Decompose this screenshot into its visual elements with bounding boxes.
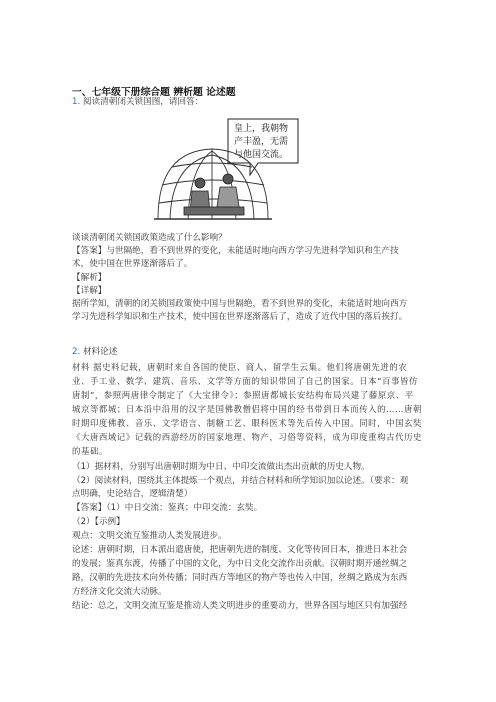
question-2-heading: 材料论述 [82,347,118,357]
material-line-7: 的基础。 [72,446,108,456]
conclusion: 结论：总之，文明交流互鉴是推动人类文明进步的重要动力，世界各国与地区只有加强经 [72,601,408,611]
material-line-6: 《大唐西域记》记载的西游经历的国家地理、物产，习俗等资料，成为印度重构古代历史 [72,432,423,442]
question-1-analysis-tag: 【解析】 [72,273,107,283]
question-1-detail-tag: 【详解】 [72,286,107,296]
sub-question-1: （1）据材料，分别写出唐朝时期为中日、中印交流做出杰出贡献的历史人物。 [72,462,370,472]
closed-door-policy-cartoon [150,115,325,227]
section-title: 一、七年级下册综合题 辨析题 论述题 [72,87,236,98]
question-2-answer-1: 【答案】（1）中日交流：鉴真；中印交流：玄奘。 [72,503,263,513]
speech-bubble-line-3: 与他国交流。 [234,150,289,160]
question-2-answer-2: （2）【示例】 [72,517,125,527]
question-1-number: 1. [72,97,81,107]
question-1-detail-line-2: 学习先进科学知识和生产技术，使中国在世界逐渐落后了，造成了近代中国的落后挨打。 [72,312,408,322]
material-line-2: 业、手工业、数学、建筑、音乐、文学等方面的知识带回了自己的国家。日本“百事皆仿 [72,376,418,386]
question-1-answer-line-1: 【答案】与世隔绝，看不到世界的变化，未能适时地向西方学习先进科学知识和生产技 [72,246,399,256]
sub-question-2-line-2: 点明确，史论结合，逻辑清楚） [72,489,193,499]
speech-bubble-line-1: 皇上，我朝物 [234,124,289,134]
argument-line-1: 论述：唐朝时期，日本派出遣唐使，把唐朝先进的制度、文化等传回日本，推进日本社会 [72,545,408,555]
question-1-prompt-line [72,96,203,108]
sub-question-2-line-1: （2）阅读材料，围绕其主体提炼一个观点，并结合材料和所学知识加以论述。（要求：观 [72,476,409,486]
question-2-number: 2. [72,347,81,357]
argument-line-2: 的发展；鉴真东渡，传播了中国的文化，为中日文化交流作出贡献。汉朝时期开通丝绸之 [72,559,408,569]
question-2-heading-line [72,346,117,358]
material-line-4: 城京等都城；日本沿中沿用的汉字是国佛教僧侣将中国的经书带到日本而传入的……唐朝 [72,404,423,414]
question-1-detail-line-1: 据所学知，清朝的闭关锁国政策使中国与世隔绝，看不到世界的变化，未能适时地向西方 [72,299,408,309]
argument-line-3: 路，汉朝的先进技术向外传播；同时西方等地区的物产等也传入中国，丝绸之路成为东西 [72,573,408,583]
material-line-1: 材料 据史料记载，唐朝时来自各国的使臣、商人、留学生云集。他们将唐朝先进的农 [72,362,408,372]
material-line-5: 时期印度佛教、音乐、文学语言、制糖工艺、眼科医术等先后传入中国。同时，中国玄奘 [72,418,423,428]
question-1-answer-line-2: 术，使中国在世界逐渐落后了。 [72,259,193,269]
material-line-3: 唐制”，参照两唐律令制定了《大宝律令》；参照唐都城长安结构布局兴建了藤原京、平 [72,390,414,400]
argument-line-4: 方经济文化交流大动脉。 [72,587,167,597]
viewpoint: 观点：文明交流互鉴推动人类发展进步。 [72,531,227,541]
question-1-prompt: 阅读清朝闭关锁国图，请回答： [82,97,204,107]
speech-bubble-line-2: 产丰盈，无需 [234,137,289,147]
question-1-question: 谈谈清朝闭关锁国政策造成了什么影响？ [72,233,227,243]
